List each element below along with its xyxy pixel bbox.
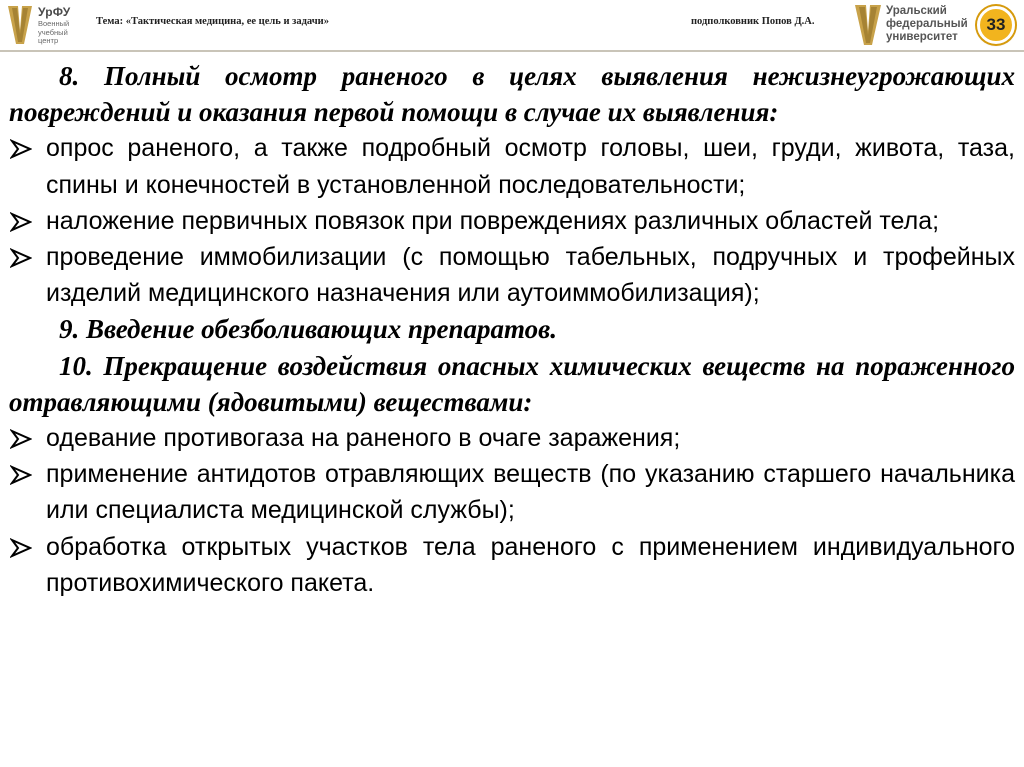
slide-topic: Тема: «Тактическая медицина, ее цель и задачи» — [96, 16, 329, 27]
logo-left-subtitle: Военный учебный центр — [38, 19, 70, 45]
logo-left-name: УрФУ — [38, 5, 71, 19]
page-number-badge: 33 — [977, 6, 1015, 44]
list-item — [9, 529, 1015, 601]
list-item-text: применение антидотов отравляющих веществ (по указанию старшего начальника или специалиста медицинской службы); — [46, 460, 1015, 525]
arrow-bullet-icon — [10, 248, 32, 268]
urfu-university-logo — [853, 3, 968, 47]
header-divider — [0, 50, 1024, 52]
arrow-bullet-icon — [10, 465, 32, 485]
section-heading-10: 10. Прекращение воздействия опасных химических веществ на пораженного отравляющими (ядовитыми) веществами: — [9, 350, 1015, 417]
urfu-military-center-logo — [6, 4, 86, 46]
slide-header — [0, 0, 1024, 50]
logo-right-line3: университет — [886, 31, 958, 43]
arrow-bullet-icon — [10, 429, 32, 449]
urfu-logo-icon — [853, 3, 883, 47]
list-item — [9, 420, 1015, 456]
list-item — [9, 130, 1015, 202]
logo-right-line1: Уральский — [886, 5, 947, 17]
slide-content — [9, 58, 1015, 601]
urfu-logo-icon — [6, 4, 34, 46]
section-heading-8: 8. Полный осмотр раненого в целях выявления нежизнеугрожающих повреждений и оказания первой помощи в случае их выявления: — [9, 61, 1015, 128]
list-item-text: одевание противогаза на раненого в очаге заражения; — [46, 424, 681, 453]
list-item-text: проведение иммобилизации (с помощью табельных, подручных и трофейных изделий медицинского назначения или аутоиммобилизация); — [46, 243, 1015, 308]
section-heading-9: 9. Введение обезболивающих препаратов. — [59, 314, 557, 345]
list-item-text: наложение первичных повязок при повреждениях различных областей тела; — [46, 206, 940, 235]
logo-right-line2: федеральный — [886, 18, 968, 30]
list-item — [9, 203, 1015, 239]
list-item — [9, 239, 1015, 311]
slide-author: подполковник Попов Д.А. — [691, 16, 815, 27]
arrow-bullet-icon — [10, 139, 32, 159]
list-item-text: обработка открытых участков тела раненого с применением индивидуального противохимического пакета. — [46, 532, 1015, 597]
arrow-bullet-icon — [10, 538, 32, 558]
list-item-text: опрос раненого, а также подробный осмотр головы, шеи, груди, живота, таза, спины и конечностей в установленной последовательности; — [46, 134, 1015, 199]
list-item — [9, 456, 1015, 528]
arrow-bullet-icon — [10, 212, 32, 232]
logo-right-text — [886, 5, 968, 44]
